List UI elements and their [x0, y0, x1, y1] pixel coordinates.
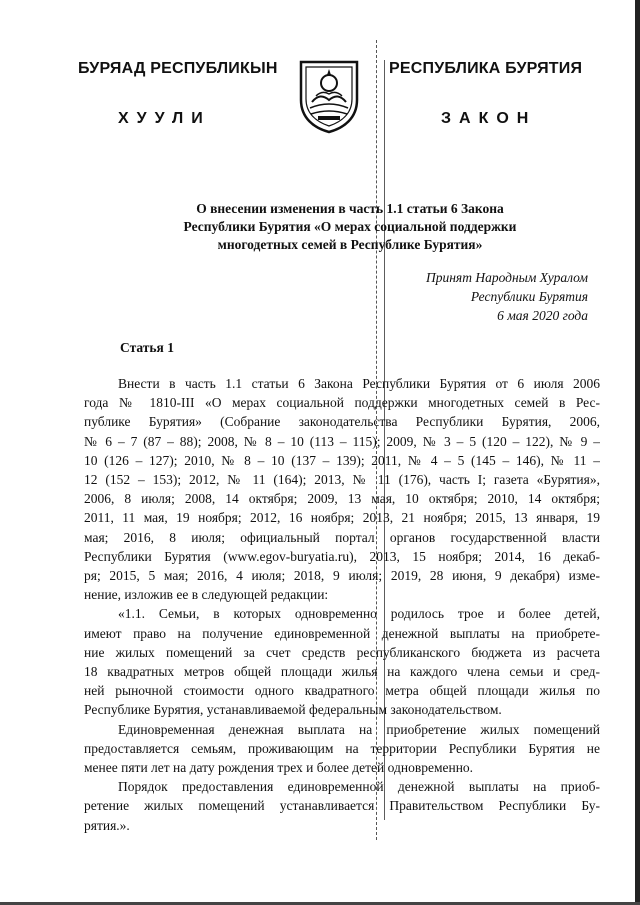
- article-heading: Статья 1: [120, 340, 174, 355]
- body-line: 2006, 8 июля; 2008, 14 октября; 2009, 13 мая, 10 октября; 2010, 14 октября;: [84, 491, 600, 507]
- adoption-line: Принят Народным Хуралом: [425, 270, 588, 285]
- quote-line: имеют право на получение единовременной денежной выплаты на приобрете-: [84, 625, 600, 641]
- title-line: многодетных семей в Республике Бурятия»: [217, 237, 483, 252]
- body-line: № 6 – 7 (87 – 88); 2008, № 8 – 10 (113 – 115); 2009, № 3 – 5 (120 – 122), № 9 –: [84, 433, 600, 449]
- adoption-note: [426, 268, 588, 325]
- paragraph-line: рятия.».: [84, 817, 130, 833]
- coat-of-arms-emblem-icon: [296, 56, 362, 134]
- quote-line: ней рыночной стоимости одного квадратного метра общей площади жилья по: [84, 683, 600, 699]
- paragraph-line: Единовременная денежная выплата на приобретение жилых помещений: [118, 721, 600, 737]
- adoption-date: 6 мая 2020 года: [497, 308, 588, 323]
- header-left-bottom: ХУУЛИ: [118, 110, 211, 127]
- body-line: 10 (126 – 127); 2010, № 8 – 10 (137 – 139); 2011, № 4 – 5 (145 – 146), № 11 –: [84, 452, 600, 468]
- paragraph-line: Порядок предоставления единовременной денежной выплаты на приоб-: [118, 779, 600, 795]
- quote-line: 18 квадратных метров общей площади жилья на каждого члена семьи и сред-: [84, 664, 600, 680]
- quote-line: Республике Бурятия, устанавливаемой федеральным законодательством.: [84, 702, 502, 718]
- law-title: [150, 200, 550, 254]
- paragraph-line: менее пяти лет на дату рождения трех и более детей одновременно.: [84, 760, 474, 776]
- body-line: публике Бурятия» (Собрание законодательства Республики Бурятия, 2006,: [84, 414, 600, 430]
- body-line: 12 (152 – 153); 2012, № 11 (164); 2013, № 11 (176), часть I; газета «Бурятия»,: [84, 472, 600, 488]
- title-line: Республики Бурятия «О мерах социальной поддержки: [183, 219, 517, 234]
- adoption-line: Республики Бурятия: [470, 289, 588, 304]
- body-line: нение, изложив ее в следующей редакции:: [84, 587, 329, 603]
- body-line: Внести в часть 1.1 статьи 6 Закона Республики Бурятия от 6 июля 2006: [118, 376, 600, 391]
- body-line: 2011, 11 мая, 19 ноября; 2012, 16 ноября; 2013, 21 ноября; 2015, 13 января, 19: [84, 510, 600, 526]
- header-left-top: БУРЯАД РЕСПУБЛИКЫН: [78, 60, 278, 77]
- header-right-bottom: ЗАКОН: [441, 110, 537, 127]
- article-body: [84, 374, 600, 835]
- body-line: ря; 2015, 5 мая; 2016, 4 июля; 2018, 9 июля; 2019, 28 июня, 9 декабря) изме-: [84, 568, 600, 584]
- body-line: мая; 2016, 8 июля; официальный портал органов государственной власти: [84, 529, 600, 545]
- paragraph-line: предоставляется семьям, проживающим на территории Республики Бурятия не: [84, 740, 600, 756]
- body-line: года № 1810-III «О мерах социальной поддержки многодетных семей в Рес-: [84, 395, 600, 411]
- paragraph-line: ретение жилых помещений устанавливается Правительством Республики Бу-: [84, 798, 600, 814]
- header-right-top: РЕСПУБЛИКА БУРЯТИЯ: [389, 60, 583, 77]
- scan-border-right: [635, 0, 640, 905]
- quote-line: ние жилых помещений за счет средств республиканского бюджета из расчета: [84, 644, 600, 660]
- quote-line: «1.1. Семьи, в которых одновременно родилось трое и более детей,: [118, 606, 600, 622]
- title-line: О внесении изменения в часть 1.1 статьи 6 Закона: [196, 201, 504, 216]
- body-line: Республики Бурятия (www.egov-buryatia.ru), 2013, 15 ноября; 2014, 16 декаб-: [84, 548, 600, 564]
